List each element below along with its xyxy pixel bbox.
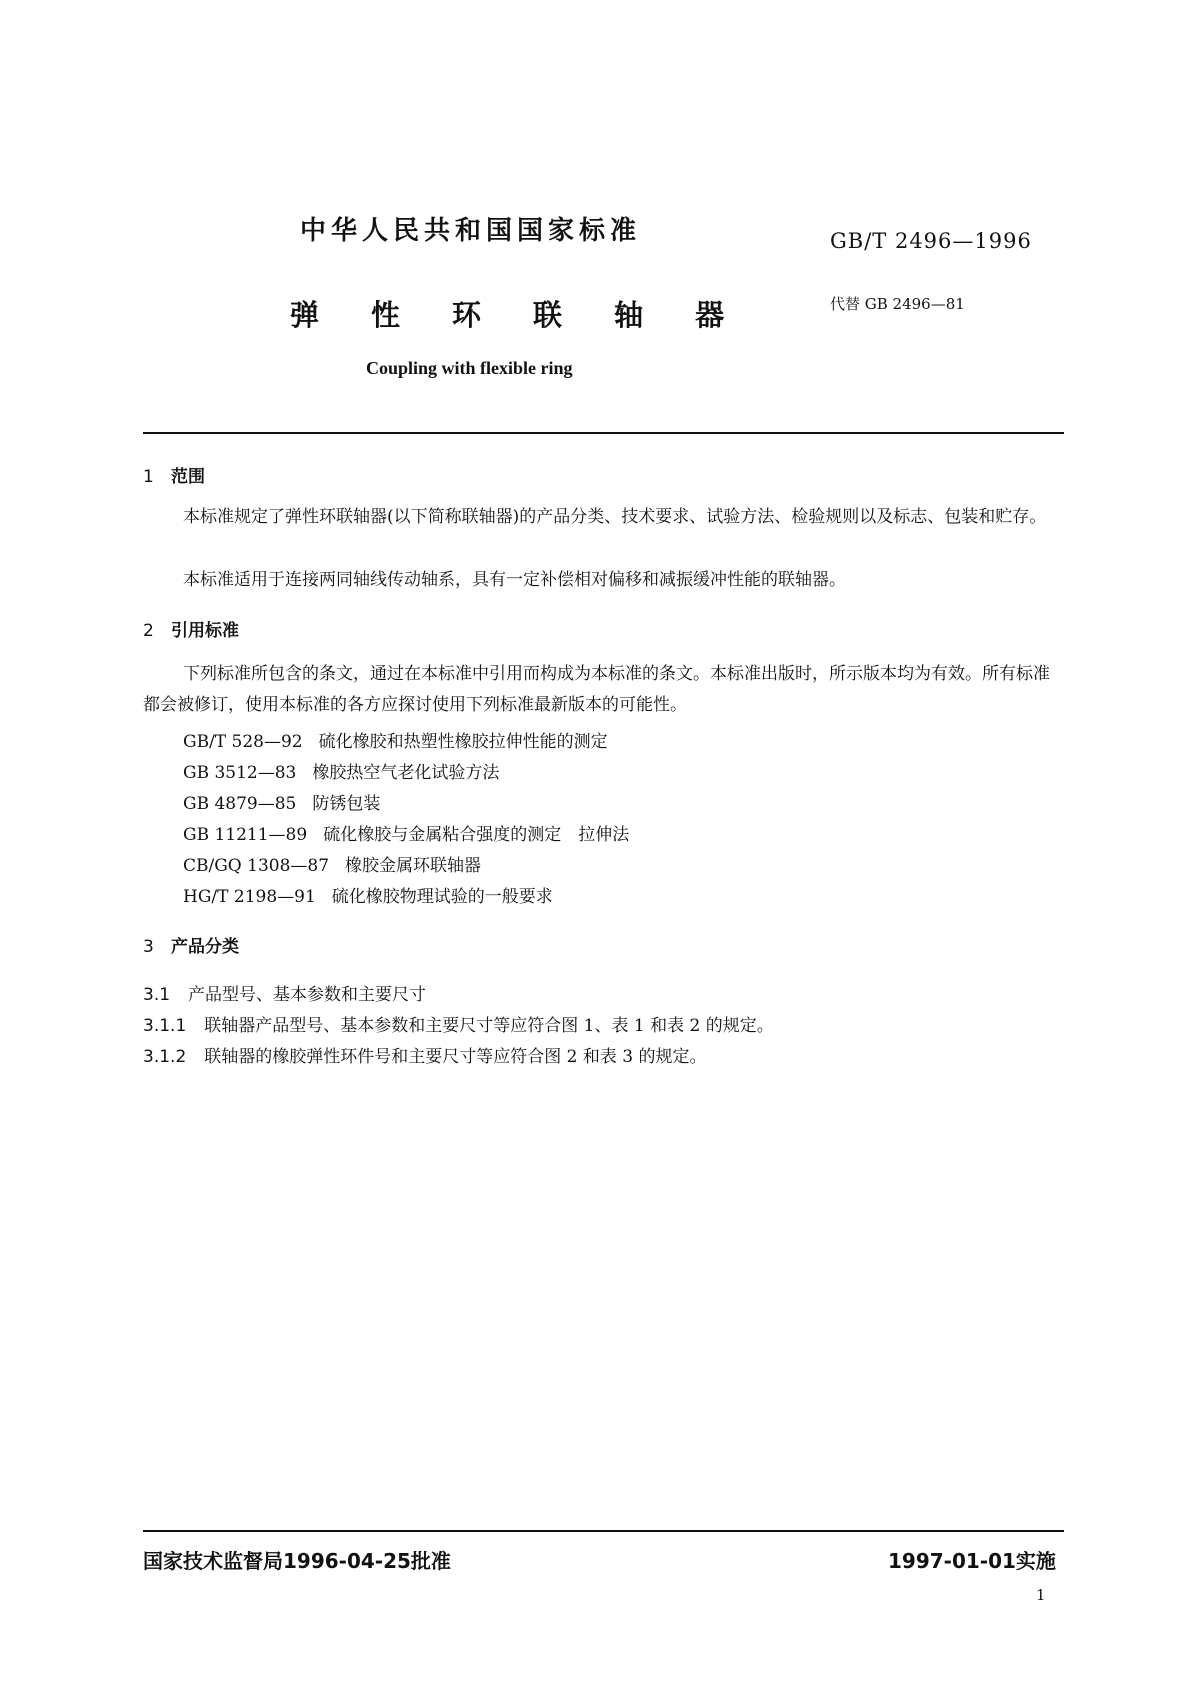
reference-item: GB/T 528—92 硫化橡胶和热塑性橡胶拉伸性能的测定 bbox=[183, 732, 608, 752]
document-subtitle: Coupling with flexible ring bbox=[366, 358, 573, 378]
section-2-paragraph-1: 下列标准所包含的条文，通过在本标准中引用而构成为本标准的条文。本标准出版时，所示版本均为有效。所有标准都会被修订，使用本标准的各方应探讨使用下列标准最新版本的可能性。 bbox=[143, 664, 1050, 715]
clause-item: 3.1.1 联轴器产品型号、基本参数和主要尺寸等应符合图 1、表 1 和表 2 的规定。 bbox=[143, 1016, 774, 1036]
top-divider bbox=[143, 432, 1064, 434]
title-char: 联 bbox=[533, 298, 563, 332]
title-char: 环 bbox=[452, 298, 482, 332]
title-char: 轴 bbox=[614, 298, 644, 332]
standard-number: GB/T 2496—1996 bbox=[830, 229, 1032, 253]
reference-item: HG/T 2198—91 硫化橡胶物理试验的一般要求 bbox=[183, 887, 553, 907]
title-char: 弹 bbox=[290, 298, 320, 332]
title-char: 性 bbox=[371, 298, 401, 332]
document-title bbox=[290, 293, 724, 334]
title-char: 器 bbox=[695, 298, 725, 332]
effective-date: 1997-01-01实施 bbox=[888, 1549, 1056, 1573]
section-1-heading: 1 范围 bbox=[143, 467, 205, 487]
reference-item: GB 4879—85 防锈包装 bbox=[183, 794, 381, 814]
header-title: 中华人民共和国国家标准 bbox=[300, 216, 642, 246]
reference-item: GB 3512—83 橡胶热空气老化试验方法 bbox=[183, 763, 500, 783]
bottom-divider bbox=[143, 1530, 1064, 1532]
section-3-heading: 3 产品分类 bbox=[143, 937, 239, 957]
reference-item: CB/GQ 1308—87 橡胶金属环联轴器 bbox=[183, 856, 482, 876]
page-number: 1 bbox=[1036, 1586, 1046, 1604]
approval-date: 国家技术监督局1996-04-25批准 bbox=[143, 1549, 451, 1573]
section-1-paragraph-2: 本标准适用于连接两同轴线传动轴系，具有一定补偿相对偏移和减振缓冲性能的联轴器。 bbox=[183, 570, 846, 590]
replaces-note: 代替 GB 2496—81 bbox=[830, 295, 965, 313]
section-1-paragraph-1: 本标准规定了弹性环联轴器(以下简称联轴器)的产品分类、技术要求、试验方法、检验规则以及标志、包装和贮存。 bbox=[183, 507, 1047, 527]
reference-item: GB 11211—89 硫化橡胶与金属粘合强度的测定 拉伸法 bbox=[183, 825, 630, 845]
clause-item: 3.1.2 联轴器的橡胶弹性环件号和主要尺寸等应符合图 2 和表 3 的规定。 bbox=[143, 1047, 707, 1067]
clause-item: 3.1 产品型号、基本参数和主要尺寸 bbox=[143, 985, 427, 1005]
section-2-heading: 2 引用标准 bbox=[143, 621, 239, 641]
